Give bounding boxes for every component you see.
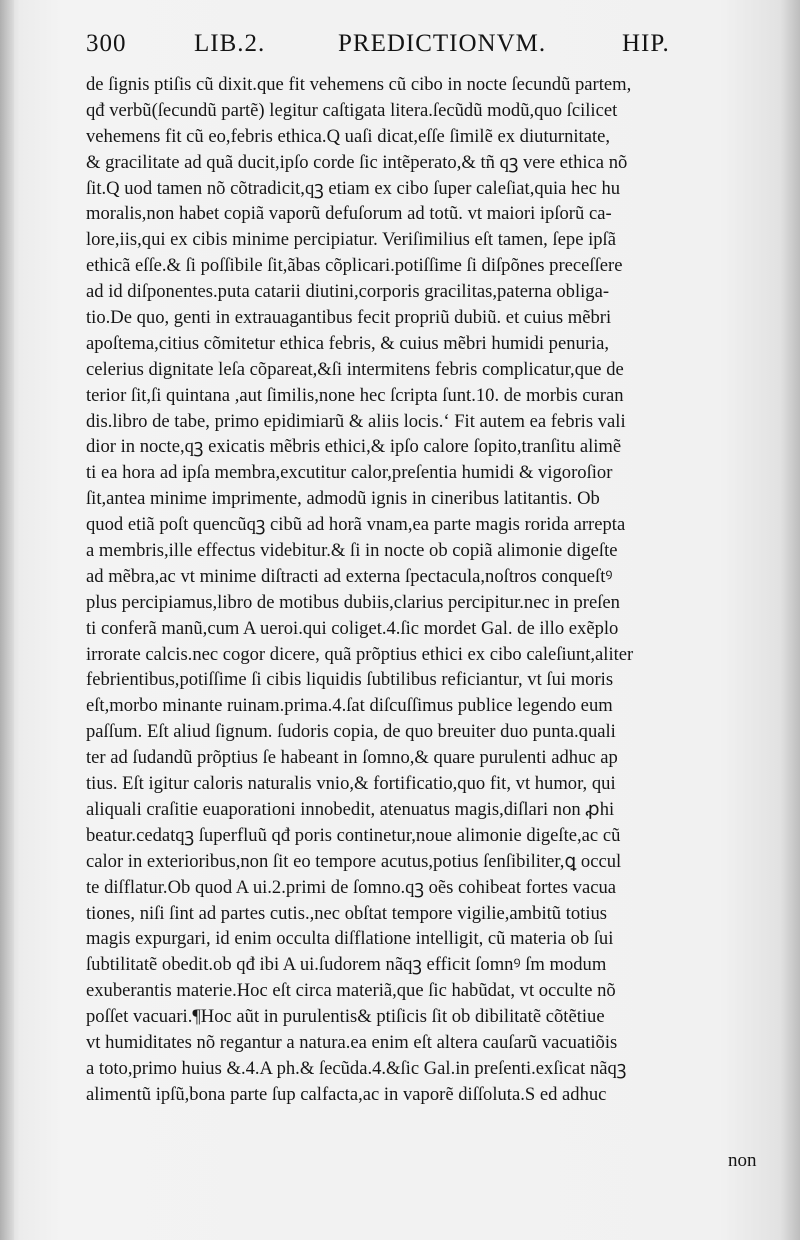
- text-line: de ſignis ptiſis cũ dixit.que fit vehemens cũ cibo in nocte ſecundũ partem,: [86, 74, 632, 95]
- catchword: non: [728, 1150, 757, 1171]
- text-line: lore,iis,qui ex cibis minime percipiatur. Veriſimilius eſt tamen, ſepe ipſã: [86, 229, 616, 251]
- text-line: tius. Eſt igitur caloris naturalis vnio,& fortificatio,quo fit, vt humor, qui: [86, 773, 616, 795]
- running-header: [86, 30, 768, 70]
- text-line: a membris,ille effectus videbitur.& ſi in nocte ob copiã alimonie digeſte: [86, 540, 618, 562]
- text-line: dis.libro de tabe, primo epidimiarũ & aliis locis.‘ Fit autem ea febris vali: [86, 410, 626, 432]
- text-line: poſſet vacuari.¶Hoc aũt in purulentis& ptiſicis ſit ob dibilitatẽ cõtẽtiue: [86, 1006, 605, 1028]
- text-line: terior ſit,ſi quintana ,aut ſimilis,none hec ſcripta ſunt.10. de morbis curan: [86, 384, 624, 406]
- body-text-block: [86, 72, 776, 1108]
- text-line: alimentũ ipſũ,bona parte ſup calfacta,ac in vaporẽ diſſoluta.S ed adhuc: [86, 1083, 607, 1105]
- running-title: PREDICTIONVM.: [338, 30, 547, 57]
- book-label: LIB.2.: [194, 30, 266, 57]
- text-line: tio.De quo, genti in extrauagantibus fecit propriũ dubiũ. et cuius mẽbri: [86, 307, 612, 329]
- text-line: ter ad ſudandũ prõptius ſe habeant in ſomno,& quare purulenti adhuc ap: [86, 747, 618, 769]
- text-line: qđ verbũ(ſecundũ partẽ) legitur caſtigata litera.ſecũdũ modũ,quo ſcilicet: [86, 99, 618, 121]
- text-line: plus percipiamus,libro de motibus dubiis,clarius percipitur.nec in preſen: [86, 591, 620, 613]
- text-line: dior in nocte,qꝫ exicatis mẽbris ethici,& ipſo calore ſopito,tranſitu alimẽ: [86, 436, 622, 458]
- text-line: tiones, niſi ſint ad partes cutis.,nec obſtat tempore vigilie,ambitũ totius: [86, 902, 608, 924]
- text-line: vehemens fit cũ eo,febris ethica.Q uaſi dicat,eſſe ſimilẽ ex diuturnitate,: [86, 125, 611, 147]
- text-line: ad mẽbra,ac vt minime diſtracti ad externa ſpectacula,noſtros conqueſtꝰ: [86, 565, 613, 587]
- text-line: ethicã eſſe.& ſi poſſibile ſit,ãbas cõplicari.potiſſime ſi diſpõnes preceſſere: [86, 255, 623, 277]
- text-line: eſt,morbo minante ruinam.prima.4.ſat diſcuſſimus publice legendo eum: [86, 695, 613, 717]
- text-line: ſit.Q uod tamen nõ cõtradicit,qꝫ etiam ex cibo ſuper caleſiat,quia hec hu: [86, 177, 621, 199]
- text-line: celerius dignitate leſa cõpareat,&ſi intermitens febris complicatur,que de: [86, 358, 624, 380]
- text-line: aliquali craſitie euaporationi innobedit, atenuatus magis,diſlari non ꝓhi: [86, 798, 615, 820]
- text-line: quod etiã poſt quencũqꝫ cibũ ad horã vnam,ea parte magis rorida arrepta: [86, 514, 626, 536]
- text-line: vt humiditates nõ regantur a natura.ea enim eſt altera cauſarũ vacuatiõis: [86, 1031, 618, 1053]
- text-line: ti ea hora ad ipſa membra,excutitur calor,preſentia humidi & vigoroſior: [86, 462, 613, 484]
- author-label: HIP.: [622, 30, 670, 57]
- text-line: moralis,non habet copiã vaporũ defuſorum ad totũ. vt maiori ipſorũ ca-: [86, 203, 612, 225]
- text-line: beatur.cedatqꝫ ſuperfluũ qđ poris continetur,noue alimonie digeſte,ac cũ: [86, 824, 621, 846]
- text-line: calor in exterioribus,non ſit eo tempore acutus,potius ſenſibiliter,ꝗ occul: [86, 850, 622, 872]
- text-line: exuberantis materie.Hoc eſt circa materiã,que ſic habũdat, vt occulte nõ: [86, 980, 616, 1002]
- text-line: & gracilitate ad quã ducit,ipſo corde ſic intẽperato,& tñ qꝫ vere ethica nõ: [86, 151, 628, 173]
- page-number: 300: [86, 30, 127, 57]
- text-line: ti conferã manũ,cum A ueroi.qui coliget.4.ſic mordet Gal. de illo exẽplo: [86, 617, 619, 639]
- text-line: te diſflatur.Ob quod A ui.2.primi de ſomno.qꝫ oẽs cohibeat fortes vacua: [86, 876, 617, 898]
- text-line: ſit,antea minime imprimente, admodũ ignis in cineribus latitantis. Ob: [86, 488, 600, 510]
- text-line: magis expurgari, id enim occulta diſflatione intelligit, cũ materia ob ſui: [86, 928, 614, 950]
- text-line: ad id diſponentes.puta catarii diutini,corporis gracilitas,paterna obliga-: [86, 281, 610, 303]
- text-line: a toto,primo huius &.4.A ph.& ſecũda.4.&ſic Gal.in preſenti.exſicat nãqꝫ: [86, 1057, 627, 1079]
- text-line: apoſtema,citius cõmitetur ethica febris, & cuius mẽbri humidi penuria,: [86, 332, 610, 354]
- text-line: irrorate calcis.nec cogor dicere, quã prõptius ethici ex cibo caleſiunt,aliter: [86, 643, 634, 665]
- page-spine-shadow: [0, 0, 14, 1240]
- text-line: ſubtilitatẽ obedit.ob qđ ibi A ui.ſudorem nãqꝫ efficit ſomnꝰ ſm modum: [86, 954, 607, 976]
- text-line: febrientibus,potiſſime ſi cibis liquidis ſubtilibus reficiantur, vt ſui moris: [86, 669, 614, 691]
- text-line: paſſum. Eſt aliud ſignum. ſudoris copia, de quo breuiter duo punta.quali: [86, 721, 616, 743]
